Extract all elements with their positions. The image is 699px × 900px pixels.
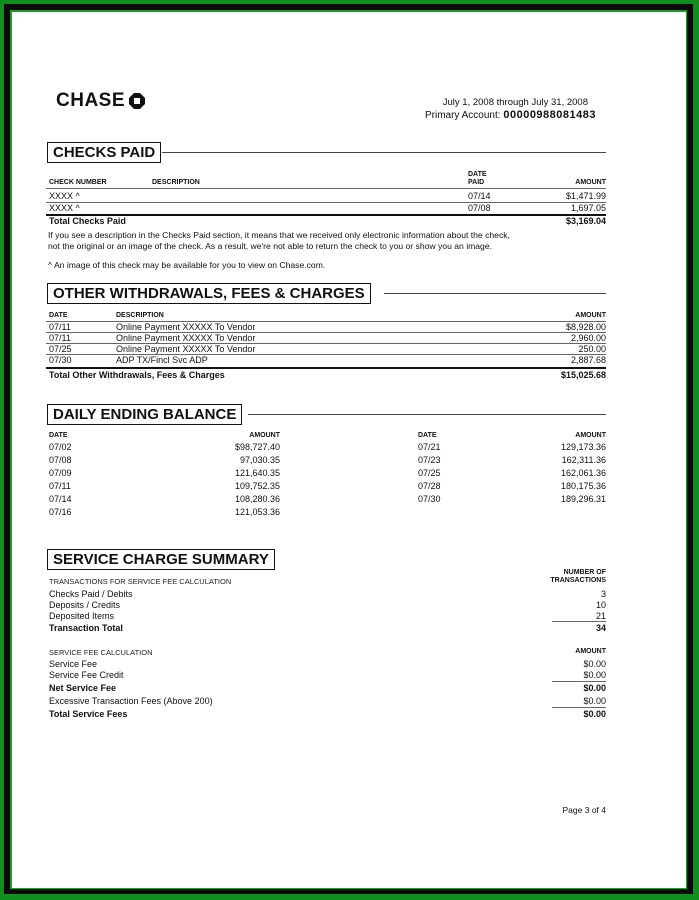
- primary-account: [425, 109, 596, 121]
- balance-amount: 121,053.36: [234, 507, 280, 517]
- withdrawal-amount: $8,928.00: [565, 322, 606, 332]
- check-number: XXXX ^: [49, 203, 80, 213]
- col-date: DATE: [418, 432, 437, 439]
- section-rule: [248, 414, 606, 415]
- balance-amount: 108,280.36: [234, 494, 280, 504]
- col-transactions: TRANSACTIONS: [550, 577, 606, 584]
- balance-date: 07/16: [49, 507, 72, 517]
- balance-amount: 189,296.31: [560, 494, 606, 504]
- check-amount: $1,471.99: [565, 191, 606, 201]
- col-date: DATE: [49, 312, 68, 319]
- balance-date: 07/23: [418, 455, 441, 465]
- subtotal-rule: [552, 707, 606, 708]
- checks-note-3: ^ An image of this check may be available for you to view on Chase.com.: [48, 260, 326, 270]
- net-fee-value: $0.00: [583, 683, 606, 693]
- excess-fee-label: Excessive Transaction Fees (Above 200): [49, 696, 213, 706]
- balance-date: 07/02: [49, 442, 72, 452]
- total-checks-label: Total Checks Paid: [49, 216, 126, 226]
- col-description: DESCRIPTION: [116, 312, 164, 319]
- fee-label: Service Fee: [49, 659, 98, 669]
- col-amount: AMOUNT: [249, 432, 280, 439]
- balance-amount: 121,640.35: [234, 468, 280, 478]
- withdrawal-date: 07/25: [49, 344, 72, 354]
- withdrawal-amount: 250.00: [578, 344, 606, 354]
- chase-octagon-icon: [129, 93, 145, 109]
- checks-paid-title: CHECKS PAID: [47, 142, 161, 163]
- service-summary-title: SERVICE CHARGE SUMMARY: [47, 549, 275, 570]
- rule: [46, 202, 606, 203]
- withdrawal-description: ADP TX/Fincl Svc ADP: [116, 355, 208, 365]
- balance-date: 07/08: [49, 455, 72, 465]
- total-fees-value: $0.00: [583, 709, 606, 719]
- balance-amount: $98,727.40: [234, 442, 280, 452]
- brand-name: CHASE: [56, 90, 126, 111]
- section-rule: [162, 152, 606, 153]
- withdrawal-date: 07/30: [49, 355, 72, 365]
- tx-value: 3: [600, 589, 606, 599]
- section-rule: [384, 293, 606, 294]
- tx-label: Deposited Items: [49, 611, 115, 621]
- balance-amount: 109,752.35: [234, 481, 280, 491]
- withdrawal-date: 07/11: [49, 322, 71, 332]
- statement-page: [12, 12, 686, 888]
- subtotal-rule: [552, 621, 606, 622]
- check-number: XXXX ^: [49, 191, 80, 201]
- total-rule: [46, 367, 606, 369]
- total-rule: [46, 214, 606, 216]
- col-number-of: NUMBER OF: [563, 569, 606, 576]
- check-amount: 1,697.05: [570, 203, 606, 213]
- transactions-subheading: TRANSACTIONS FOR SERVICE FEE CALCULATION: [49, 577, 232, 586]
- balance-amount: 162,311.36: [561, 455, 606, 465]
- total-withdrawals-amount: $15,025.68: [560, 370, 606, 380]
- col-paid: PAID: [468, 179, 485, 186]
- balance-amount: 162,061.36: [560, 468, 606, 478]
- balance-date: 07/30: [418, 494, 441, 504]
- balance-date: 07/28: [418, 481, 441, 491]
- withdrawals-title: OTHER WITHDRAWALS, FEES & CHARGES: [47, 283, 371, 304]
- balance-amount: 97,030.35: [239, 455, 280, 465]
- col-date: DATE: [49, 432, 68, 439]
- col-amount: AMOUNT: [575, 648, 606, 655]
- subtotal-rule: [552, 681, 606, 682]
- balance-date: 07/09: [49, 468, 72, 478]
- withdrawal-description: Online Payment XXXXX To Vendor: [116, 344, 256, 354]
- col-date: DATE: [468, 171, 487, 178]
- col-amount: AMOUNT: [575, 179, 606, 186]
- checks-note-2: not the original or an image of the check. As a result, we're not able to return the check to you or show you an image.: [48, 241, 492, 251]
- account-label: Primary Account:: [424, 110, 501, 121]
- tx-value: 21: [595, 611, 606, 621]
- balance-date: 07/14: [49, 494, 72, 504]
- page-number: Page 3 of 4: [562, 805, 606, 815]
- total-fees-label: Total Service Fees: [49, 709, 128, 719]
- total-withdrawals-label: Total Other Withdrawals, Fees & Charges: [49, 370, 225, 380]
- checks-note-1: If you see a description in the Checks Paid section, it means that we received only electronic information about the check,: [48, 230, 510, 240]
- balance-amount: 129,173.36: [560, 442, 606, 452]
- withdrawal-amount: 2,887.68: [570, 355, 606, 365]
- withdrawal-amount: 2,960.00: [570, 333, 606, 343]
- col-check-number: CHECK NUMBER: [49, 179, 107, 186]
- tx-label: Checks Paid / Debits: [49, 589, 133, 599]
- withdrawal-date: 07/11: [49, 333, 71, 343]
- tx-total-value: 34: [595, 623, 606, 633]
- chase-logo: [56, 90, 145, 112]
- fee-subheading: SERVICE FEE CALCULATION: [49, 648, 153, 657]
- fee-value: $0.00: [583, 670, 606, 680]
- tx-label: Deposits / Credits: [49, 600, 121, 610]
- tx-value: 10: [595, 600, 606, 610]
- col-description: DESCRIPTION: [152, 179, 200, 186]
- daily-balance-title: DAILY ENDING BALANCE: [47, 404, 242, 425]
- col-amount: AMOUNT: [575, 312, 606, 319]
- check-date: 07/14: [468, 191, 491, 201]
- rule: [46, 188, 606, 189]
- fee-label: Service Fee Credit: [49, 670, 124, 680]
- balance-date: 07/11: [49, 481, 71, 491]
- excess-fee-value: $0.00: [583, 696, 606, 706]
- withdrawal-description: Online Payment XXXXX To Vendor: [116, 333, 256, 343]
- fee-value: $0.00: [583, 659, 606, 669]
- net-fee-label: Net Service Fee: [49, 683, 117, 693]
- balance-amount: 180,175.36: [560, 481, 606, 491]
- balance-date: 07/25: [418, 468, 441, 478]
- statement-period: July 1, 2008 through July 31, 2008: [442, 97, 588, 108]
- account-number: 00000988081483: [503, 109, 596, 121]
- col-amount: AMOUNT: [575, 432, 606, 439]
- withdrawal-description: Online Payment XXXXX To Vendor: [116, 322, 256, 332]
- total-checks-amount: $3,169.04: [565, 216, 606, 226]
- check-date: 07/08: [468, 203, 491, 213]
- tx-total-label: Transaction Total: [49, 623, 123, 633]
- balance-date: 07/21: [418, 442, 441, 452]
